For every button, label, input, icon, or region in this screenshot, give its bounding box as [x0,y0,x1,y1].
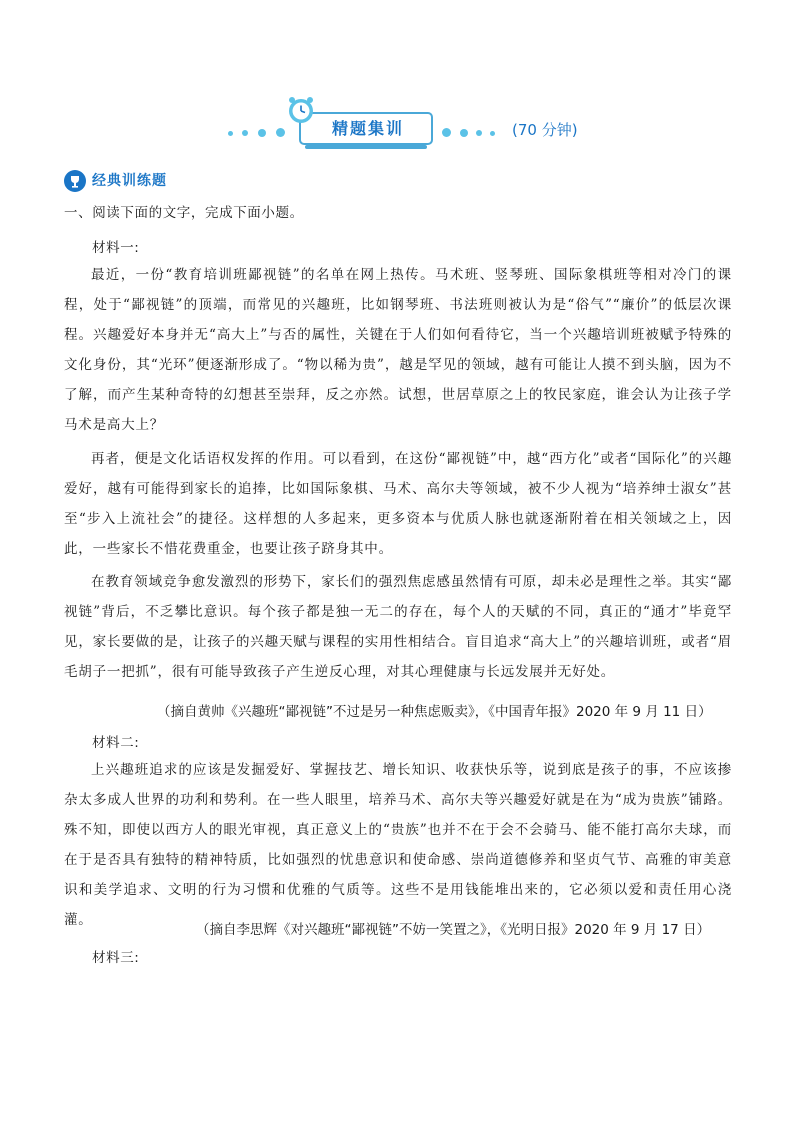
material-label: 材料二: [92,735,140,751]
question-title: 一、阅读下面的文字，完成下面小题。 [64,205,304,221]
source-citation: （摘自李思辉《对兴趣班“鄙视链”不妨一笑置之》，《光明日报》2020 年 9 月 17 日） [196,922,711,938]
material-label: 材料一: [92,240,140,256]
trophy-icon [64,170,86,192]
paragraph: 最近，一份“教育培训班鄙视链”的名单在网上热传。马术班、竖琴班、国际象棋班等相对冷门的课程，处于“鄙视链”的顶端，而常见的兴趣班，比如钢琴班、书法班则被认为是“俗气”“廉价”的低层次课程。兴趣爱好本身并无“高大上”与否的属性，关键在于人们如何看待它，当一个兴趣培训班被赋予特殊的文化身份，其“光环”便逐渐形成了。“物以稀为贵”，越是罕见的领域，越有可能让人摸不到头脑，因为不了解，而产生某种奇特的幻想甚至崇拜，反之亦然。试想，世居草原之上的牧民家庭，谁会认为让孩子学马术是高大上？ [64,267,732,433]
paragraph: 再者，便是文化话语权发挥的作用。可以看到，在这份“鄙视链”中，越“西方化”或者“国际化”的兴趣爱好，越有可能得到家长的追捧，比如国际象棋、马术、高尔夫等领域，被不少人视为“培养绅士淑女”甚至“步入上流社会”的捷径。这样想的人多起来，更多资本与优质人脉也就逐渐附着在相关领域之上，因此，一些家长不惜花费重金，也要让孩子跻身其中。 [64,451,732,557]
source-citation: （摘自黄帅《兴趣班“鄙视链”不过是另一种焦虑贩卖》，《中国青年报》2020 年 9 月 11 日） [157,704,712,720]
paragraph: 在教育领域竞争愈发激烈的形势下，家长们的强烈焦虑感虽然情有可原，却未必是理性之举。其实“鄙视链”背后，不乏攀比意识。每个孩子都是独一无二的存在，每个人的天赋的不同，真正的“通才”毕竟罕见，家长要做的是，让孩子的兴趣天赋与课程的实用性相结合。盲目追求“高大上”的兴趣培训班，或者“眉毛胡子一把抓”，很有可能导致孩子产生逆反心理，对其心理健康与长远发展并无好处。 [64,574,732,680]
duration-label: (70 分钟) [512,121,578,139]
paragraph: 上兴趣班追求的应该是发掘爱好、掌握技艺、增长知识、收获快乐等，说到底是孩子的事，不应该掺杂太多成人世界的功利和势利。在一些人眼里，培养马术、高尔夫等兴趣爱好就是在为“成为贵族”铺路。殊不知，即使以西方人的眼光审视，真正意义上的“贵族”也并不在于会不会骑马、能不能打高尔夫球，而在于是否具有独特的精神特质，比如强烈的忧患意识和使命感、崇尚道德修养和坚贞气节、高雅的审美意识和美学追求、文明的行为习惯和优雅的气质等。这些不是用钱能堆出来的，它必须以爱和责任用心浇灌。 [64,762,732,928]
section-title: 经典训练题 [92,173,167,189]
material-label: 材料三: [92,950,140,966]
banner-title: 精题集训 [331,119,404,138]
